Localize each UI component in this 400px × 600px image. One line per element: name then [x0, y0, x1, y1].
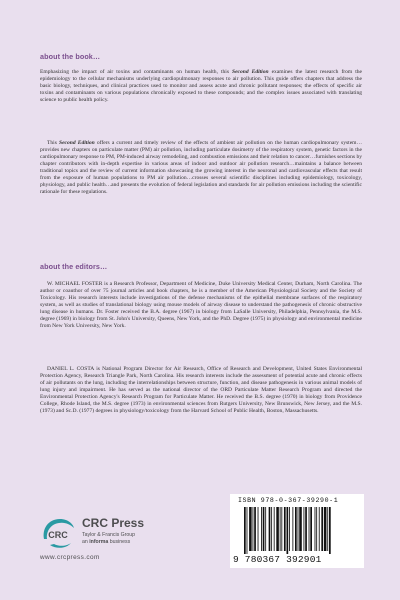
publisher-name: CRC Press: [82, 516, 145, 530]
barcode-bar: [304, 507, 305, 551]
barcode-panel: [230, 494, 364, 568]
barcode-bar: [258, 507, 259, 551]
about-book-p2-end: offers a current and timely review of the effects of ambient air pollution on the human cardiopulmonary system…provides new chapters on particulate matter (PM) air pollution, including particulate dosimetry of the respiratory system, genetic factors in the cardiopulmonary response to PM, PM-induced airway remodeling, and combustion emissions and their relation to cancer…furnishes sections by chapter contributors with in-depth expertise in various areas of indoor and outdoor air pollution research…maintains a balance between traditional topics and the review of current information showcasing the growing interest in the neuronal and cardiovascular effects that result from the exposure of human populations to PM air pollution…crosses several scientific disciplines including epidemiology, toxicology, physiology, and public health…and presents the evolution of federal legislation and standards for air pollution emissions including the scientific rationale for these regulations.: [40, 140, 363, 196]
about-book-paragraph-1: [40, 69, 362, 104]
about-book-heading: about the book…: [40, 52, 101, 61]
barcode-bar: [263, 507, 265, 551]
barcode-bar: [315, 507, 316, 551]
barcode-digits: 9 780367 392901: [233, 554, 322, 565]
barcode-bar: [310, 507, 312, 551]
editor-costa-text: DANIEL L. COSTA is National Program Director for Air Research, Office of Research and Development, United States Environmental Protection Agency, Research Triangle Park, North Carolina. His research interests include the assessment of potential acute and chronic effects of air pollutants on the lung, including the interrelationships between structure, function, and disease pathogenesis in various animal models of lung injury and impairment. He has served as the national director of the ORD Particulate Matter Research Program and directed the Environmental Protection Agency's Research Program for Particulate Matter. He received the B.S. degree (1970) in biology from Providence College, Rhode Island, the M.S. degree (1973) in environmental sciences from Rutgers University, New Brunswick, New Jersey, and the M.S. (1973) and Sc.D. (1977) degrees in physiology/toxicology from the Harvard School of Public Health, Boston, Massachusetts.: [40, 366, 362, 415]
barcode-bar: [247, 507, 248, 554]
publisher-informa-line: [82, 539, 130, 545]
barcode-bar: [261, 507, 262, 551]
editor-foster-bio: [40, 281, 362, 330]
crc-logo-text: CRC: [48, 530, 68, 540]
barcode-bar: [298, 507, 299, 551]
about-book-p2-emphasis: Second Edition: [59, 140, 95, 146]
barcode-bar: [244, 507, 246, 554]
barcode-bar: [280, 507, 281, 551]
barcode-bar: [324, 507, 327, 551]
barcode-bar: [321, 507, 323, 551]
barcode-bars-icon: [244, 507, 352, 554]
barcode-bar: [327, 507, 328, 551]
barcode-bar: [295, 507, 297, 551]
barcode-bar: [254, 507, 256, 551]
publisher-group: Taylor & Francis Group: [82, 532, 136, 538]
about-book-p1-start: Emphasizing the impact of air toxins and contaminants on human health, this: [40, 69, 232, 75]
about-book-paragraph-2: [40, 140, 362, 196]
barcode-bar: [276, 507, 279, 551]
editor-foster-text: W. MICHAEL FOSTER is a Research Professor, Department of Medicine, Duke University Medical Center, Durham, North Carolina. The author or coauthor of over 75 journal articles and book chapters, he is a member of the American Physiological Society and the Society of Toxicology. His research interests include investigations of the defense mechanisms of the epithelial membrane surfaces of the respiratory system, as well as studies of translational biology using mouse models of airway disease to understand the pathogenesis of chronic obstructive lung disease in humans. Dr. Foster received the B.A. degree (1967) in biology from LaSalle University, Philadelphia, Pennsylvania, the M.S. degree (1969) in biology from St. John's University, Queens, New York, and the PhD. Degree (1975) in physiology and environmental medicine from New York University, New York.: [40, 281, 362, 330]
about-book-p2-start: This: [47, 140, 59, 146]
about-editors-heading: about the editors…: [40, 262, 108, 271]
barcode-bar: [265, 507, 266, 551]
barcode-bar: [305, 507, 307, 551]
informa-brand: informa: [89, 539, 109, 545]
publisher-logo: [40, 514, 180, 566]
publisher-url: www.crcpress.com: [40, 554, 100, 561]
crc-logo-mark-icon: [40, 515, 76, 551]
barcode-bar: [249, 507, 252, 551]
barcode-bar: [316, 507, 317, 551]
barcode-bar: [253, 507, 254, 551]
informa-suffix: business: [108, 539, 131, 545]
barcode-bar: [292, 507, 293, 551]
editor-costa-bio: [40, 366, 362, 415]
barcode-bar: [271, 507, 272, 551]
barcode-bar: [299, 507, 302, 551]
barcode-bar: [281, 507, 282, 551]
barcode-bar: [269, 507, 271, 551]
barcode-bar: [284, 507, 286, 551]
about-book-p1-end: examines the latest research from the epidemiology to the cellular mechanisms underlying cardiopulmonary responses to air pollution. This guide offers chapters that address the basic biology, techniques, and clinical practices used to monitor and assess acute and chronic pollutant responses; the effects of specific air toxins and contaminants on various populations chronically exposed to these compounds; and the complex issues associated with translating science to public health policy.: [40, 69, 363, 104]
informa-prefix: an: [82, 539, 90, 545]
barcode-bar: [274, 507, 275, 551]
about-book-p1-emphasis: Second Edition: [231, 69, 269, 75]
barcode-bar: [319, 507, 320, 551]
barcode-bar: [289, 507, 290, 551]
barcode-bar: [287, 507, 289, 554]
barcode-bar: [329, 507, 331, 554]
barcode-bar: [309, 507, 310, 551]
isbn-number: ISBN 978-0-367-39290-1: [238, 497, 339, 504]
